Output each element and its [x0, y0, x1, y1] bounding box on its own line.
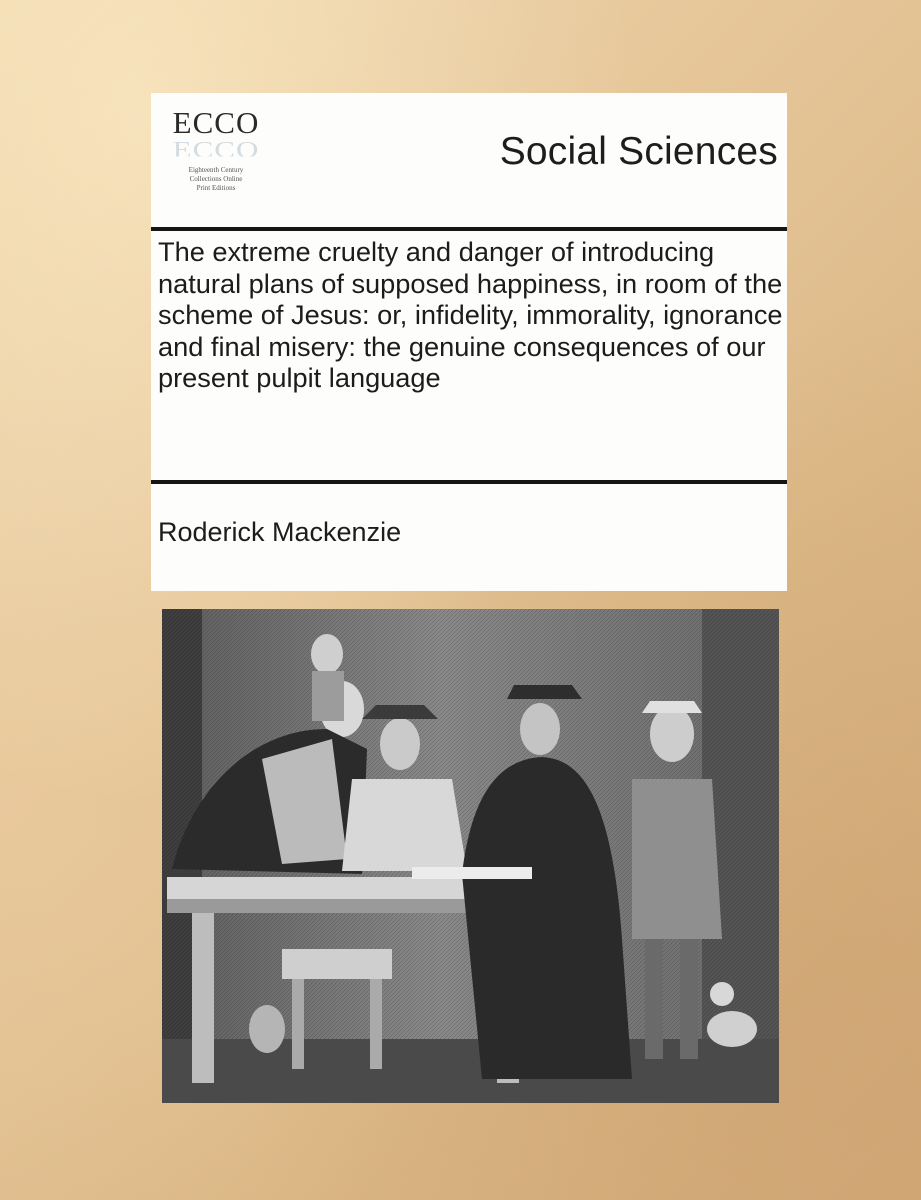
logo-mark-reflection: ECCO: [172, 140, 260, 157]
logo-line: Collections Online: [189, 175, 243, 183]
logo-mark: ECCO: [172, 105, 260, 140]
book-author: Roderick Mackenzie: [158, 517, 402, 547]
logo-line: Print Editions: [196, 184, 236, 192]
top-divider: [151, 227, 787, 231]
book-title: The extreme cruelty and danger of introducing natural plans of supposed happiness, in room of the scheme of Jesus: or, infidelity, immorality, ignorance and final misery: the genuine consequences of our present pulpit language: [158, 236, 783, 393]
series-label: Social Sciences: [499, 130, 778, 173]
logo-subtitle: [166, 166, 266, 193]
logo-line: Eighteenth Century: [188, 166, 244, 174]
publisher-logo: [166, 106, 266, 214]
bottom-divider: [151, 480, 787, 484]
engraving-illustration: [162, 609, 779, 1103]
illustration-drawing: [162, 609, 779, 1103]
